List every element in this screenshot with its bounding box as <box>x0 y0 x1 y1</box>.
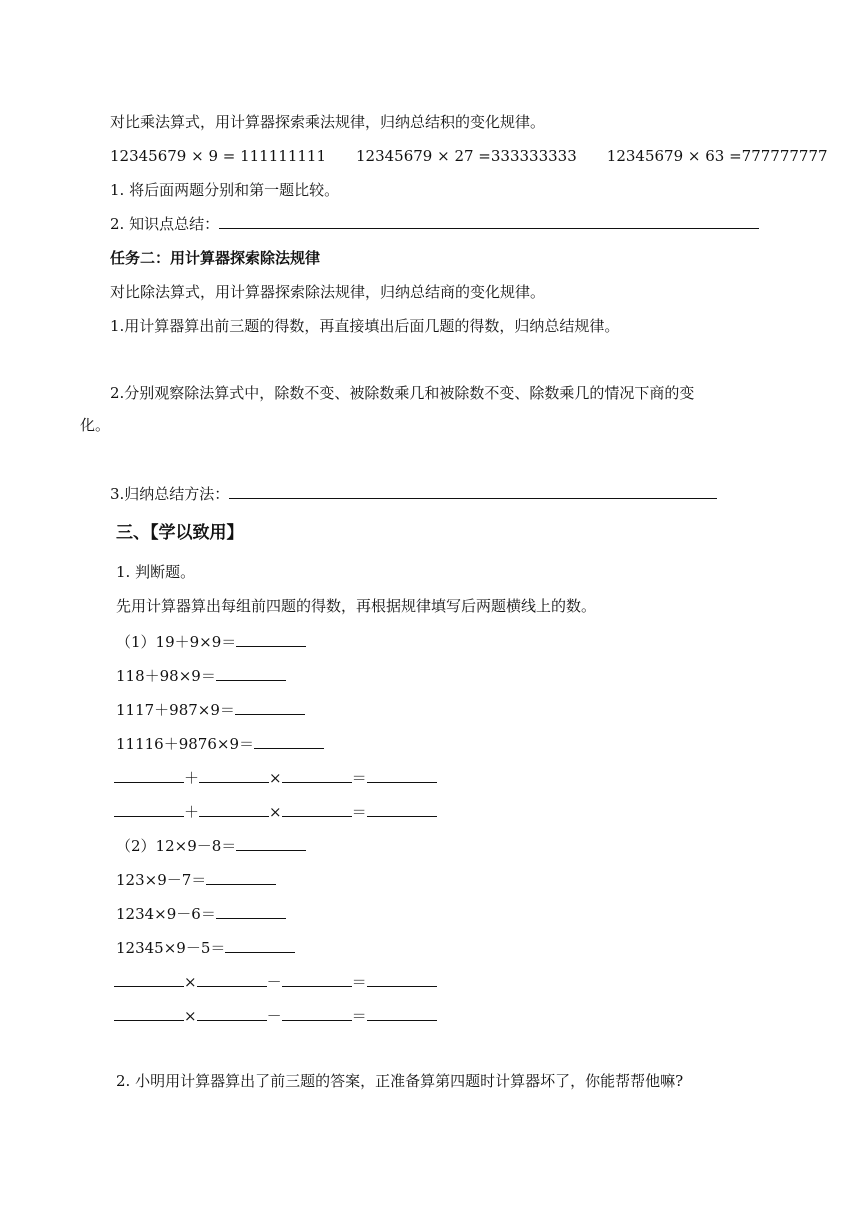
group1-prefix: （1） <box>116 633 156 651</box>
group1-row3 <box>116 700 305 720</box>
section3-title: 三、【学以致用】 <box>116 523 244 543</box>
task2-step2-line1: 2.分别观察除法算式中，除数不变、被除数乘几和被除数不变、除数乘几的情况下商的变 <box>110 384 695 402</box>
blank-term-2[interactable] <box>197 1006 267 1021</box>
equation-1: 12345679 × 9 = 111111111 <box>110 147 326 165</box>
group2-expression-3: 1234×9－6＝ <box>116 905 216 923</box>
group1-row5 <box>114 768 437 788</box>
group1-expression-1: 19＋9×9＝ <box>155 633 237 651</box>
plus-sign: ＋ <box>184 803 200 821</box>
method-answer-blank[interactable] <box>229 484 717 499</box>
blank-result[interactable] <box>367 972 437 987</box>
group2-row2 <box>116 870 276 890</box>
equals-sign: ＝ <box>351 973 367 991</box>
blank-term-2[interactable] <box>197 972 267 987</box>
answer-blank[interactable] <box>225 938 295 953</box>
minus-sign: － <box>266 1007 282 1025</box>
equals-sign: ＝ <box>351 769 367 787</box>
group2-row1 <box>116 836 306 856</box>
blank-term-1[interactable] <box>114 1006 184 1021</box>
equals-sign: ＝ <box>351 803 367 821</box>
task2-step2-line2: 化。 <box>80 416 111 434</box>
group1-row6 <box>114 802 437 822</box>
times-sign: × <box>269 769 282 787</box>
multiplication-equations <box>110 146 828 166</box>
group1-row2 <box>116 666 286 686</box>
answer-blank[interactable] <box>254 734 324 749</box>
answer-blank[interactable] <box>235 700 305 715</box>
group2-expression-2: 123×9－7＝ <box>116 871 207 889</box>
blank-term-3[interactable] <box>282 802 352 817</box>
group2-expression-1: 12×9－8＝ <box>155 837 237 855</box>
group2-row4 <box>116 938 295 958</box>
task2-step3 <box>110 484 717 504</box>
blank-term-3[interactable] <box>282 768 352 783</box>
blank-term-1[interactable] <box>114 972 184 987</box>
answer-blank[interactable] <box>216 666 286 681</box>
task2-title: 任务二：用计算器探索除法规律 <box>110 249 321 267</box>
group1-row1 <box>116 632 306 652</box>
task2-step3-label: 3.归纳总结方法： <box>110 485 230 503</box>
equals-sign: ＝ <box>351 1007 367 1025</box>
blank-result[interactable] <box>367 1006 437 1021</box>
group2-expression-4: 12345×9－5＝ <box>116 939 226 957</box>
blank-result[interactable] <box>367 768 437 783</box>
task2-step1: 1.用计算器算出前三题的得数，再直接填出后面几题的得数，归纳总结规律。 <box>110 317 620 335</box>
q1-description: 先用计算器算出每组前四题的得数，再根据规律填写后两题横线上的数。 <box>116 597 597 615</box>
task1-step2 <box>110 214 759 234</box>
blank-term-1[interactable] <box>114 802 184 817</box>
equation-2: 12345679 × 27 =333333333 <box>356 147 577 165</box>
minus-sign: － <box>266 973 282 991</box>
answer-blank[interactable] <box>236 836 306 851</box>
blank-term-2[interactable] <box>199 768 269 783</box>
q1-title: 1. 判断题。 <box>116 563 196 581</box>
answer-blank[interactable] <box>236 632 306 647</box>
task1-intro: 对比乘法算式，用计算器探索乘法规律，归纳总结积的变化规律。 <box>110 113 546 131</box>
q2-text: 2. 小明用计算器算出了前三题的答案，正准备算第四题时计算器坏了，你能帮帮他嘛? <box>116 1072 684 1090</box>
group2-prefix: （2） <box>116 837 156 855</box>
summary-answer-blank[interactable] <box>219 214 759 229</box>
times-sign: × <box>184 973 197 991</box>
times-sign: × <box>184 1007 197 1025</box>
group2-row3 <box>116 904 286 924</box>
blank-term-1[interactable] <box>114 768 184 783</box>
equation-3: 12345679 × 63 =777777777 <box>606 147 828 165</box>
group2-row6 <box>114 1006 437 1026</box>
times-sign: × <box>269 803 282 821</box>
blank-term-3[interactable] <box>282 972 352 987</box>
plus-sign: ＋ <box>184 769 200 787</box>
group2-row5 <box>114 972 437 992</box>
task1-step1: 1. 将后面两题分别和第一题比较。 <box>110 181 340 199</box>
group1-row4 <box>116 734 324 754</box>
group1-expression-3: 1117＋987×9＝ <box>116 701 235 719</box>
group1-expression-4: 11116＋9876×9＝ <box>116 735 255 753</box>
blank-term-2[interactable] <box>199 802 269 817</box>
answer-blank[interactable] <box>216 904 286 919</box>
task1-step2-label: 2. 知识点总结： <box>110 215 220 233</box>
task2-intro: 对比除法算式，用计算器探索除法规律，归纳总结商的变化规律。 <box>110 283 546 301</box>
answer-blank[interactable] <box>206 870 276 885</box>
blank-result[interactable] <box>367 802 437 817</box>
blank-term-3[interactable] <box>282 1006 352 1021</box>
group1-expression-2: 118＋98×9＝ <box>116 667 216 685</box>
